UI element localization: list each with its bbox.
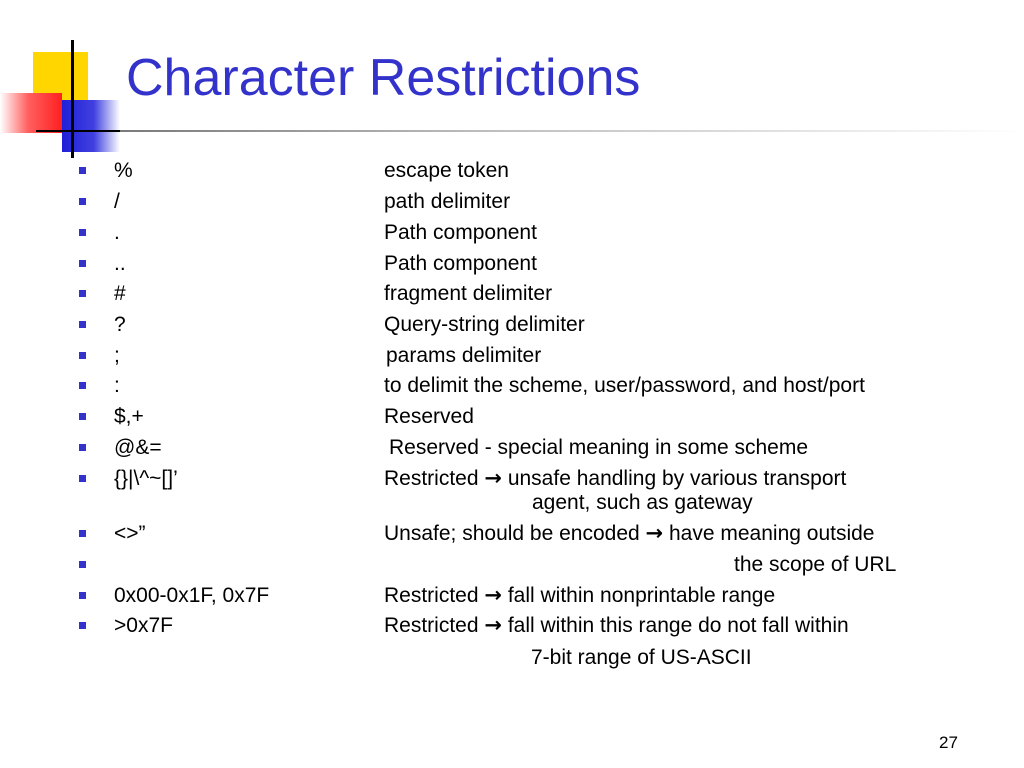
title-underline [120,130,1024,132]
row-symbol: 0x00-0x1F, 0x7F [114,584,270,607]
row-symbol: .. [114,252,126,275]
description-detail: fall within this range do not fall within [507,614,849,637]
row-description: Reserved [384,405,474,428]
bullet-square-icon [79,561,86,568]
row-description: path delimiter [384,190,511,213]
bullet-square-icon [79,413,86,420]
bullet-square-icon [79,382,86,389]
row-symbol: ; [114,344,120,367]
row-description: fragment delimiter [384,282,553,305]
bullet-square-icon [79,444,86,451]
row-description [384,585,775,606]
bullet-square-icon [79,352,86,359]
description-label: Restricted [384,614,479,637]
bullet-square-icon [79,475,86,482]
bullet-square-icon [79,260,86,267]
decor-red-bar [0,93,62,133]
row-description: escape token [384,159,509,182]
arrow-right-icon: → [484,613,502,637]
description-detail: have meaning outside [669,522,875,545]
bullet-square-icon [79,167,86,174]
description-detail: fall within nonprintable range [507,584,776,607]
description-label: Unsafe; should be encoded [384,522,640,545]
row-symbol: % [114,159,133,182]
row-continuation: agent, such as gateway [532,491,753,514]
bullet-square-icon [79,321,86,328]
row-symbol: <>” [114,522,146,545]
row-symbol: $,+ [114,405,144,428]
row-symbol: {}|\^~[]’ [114,467,178,490]
row-symbol: @&= [114,436,162,459]
bullet-square-icon [79,229,86,236]
arrow-right-icon: → [645,521,664,545]
row-description: Query-string delimiter [384,313,585,336]
row-description: the scope of URL [734,553,897,576]
bullet-square-icon [79,622,86,629]
row-continuation: 7-bit range of US-ASCII [531,646,752,669]
decor-horizontal-line [36,130,124,132]
row-symbol: . [114,221,120,244]
arrow-right-icon: → [484,583,502,607]
slide-title: Character Restrictions [126,49,641,107]
row-description: Path component [384,252,537,275]
description-label: Restricted [384,467,479,490]
bullet-square-icon [79,592,86,599]
row-description: Reserved - special meaning in some scheme [389,436,809,459]
bullet-square-icon [79,530,86,537]
arrow-right-icon: → [484,466,502,490]
row-description [384,615,849,636]
row-symbol: / [114,190,120,213]
bullet-square-icon [79,198,86,205]
page-number: 27 [939,733,958,752]
row-description: Path component [384,221,537,244]
bullet-square-icon [79,290,86,297]
row-description [384,468,846,489]
row-symbol: >0x7F [114,614,173,637]
row-description: to delimit the scheme, user/password, and host/port [384,374,865,397]
row-symbol: ? [114,313,126,336]
row-symbol: : [114,374,120,397]
row-description [384,523,874,544]
row-description: params delimiter [386,344,542,367]
description-label: Restricted [384,584,479,607]
decor-vertical-line [71,40,74,158]
row-symbol: # [114,282,126,305]
description-detail: unsafe handling by various transport [507,467,847,490]
